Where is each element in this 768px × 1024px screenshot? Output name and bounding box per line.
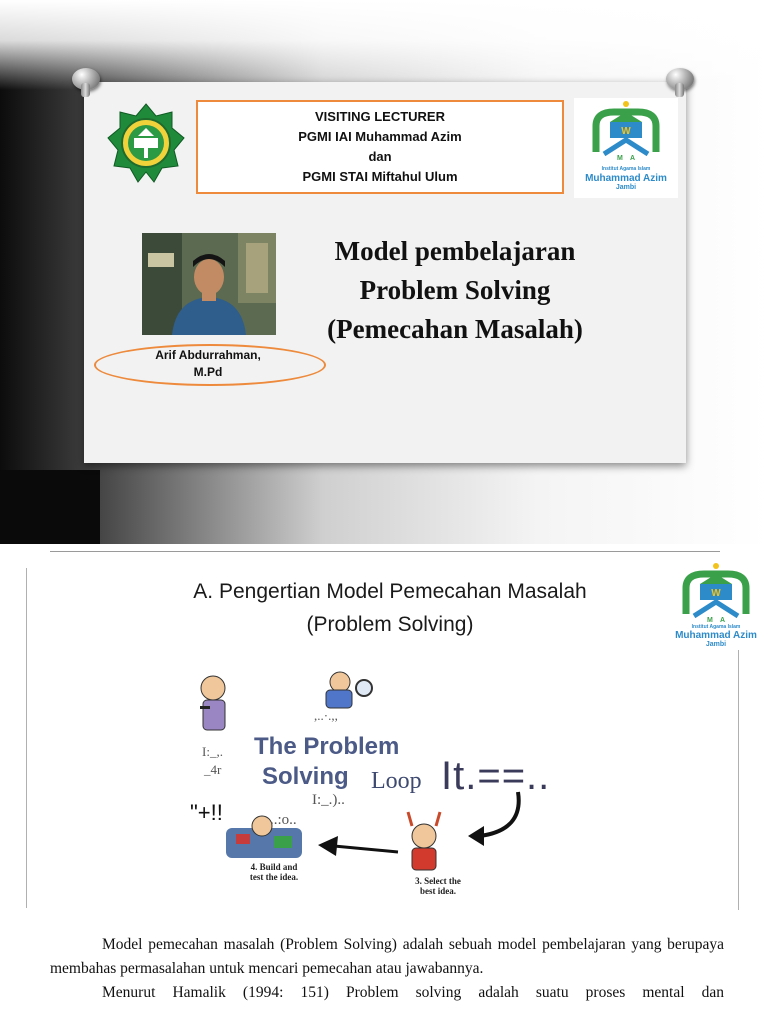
paragraph-1: Model pemecahan masalah (Problem Solving) adalah sebuah model pembelajaran yang berupaya membahas permasalahan untuk mencari pemecahan atau jawabannya. xyxy=(50,936,724,977)
section-title-line-1: A. Pengertian Model Pemecahan Masalah xyxy=(193,580,587,603)
logo-caption-city: Jambi xyxy=(615,184,637,191)
section-title-line-2: (Problem Solving) xyxy=(306,613,474,636)
thinking-person-icon xyxy=(200,676,225,730)
garbled-text: I:_,. xyxy=(202,744,223,759)
garbled-text: ..:o.. xyxy=(270,812,297,828)
box-line-2: PGMI IAI Muhammad Azim xyxy=(298,129,462,144)
author-line-2: M.Pd xyxy=(193,365,223,379)
step-4-line-2: test the idea. xyxy=(249,872,299,882)
box-line-4: PGMI STAI Miftahul Ulum xyxy=(302,169,458,184)
garbled-text: _4r xyxy=(204,762,222,777)
svg-text:A: A xyxy=(630,155,636,162)
body-text xyxy=(50,933,724,1005)
logo-caption-small: Institut Agama Islam xyxy=(691,624,741,630)
title-line-1: Model pembelajaran xyxy=(334,236,576,266)
logo-caption-name: Muhammad Azim xyxy=(675,630,757,641)
title-line-2: Problem Solving xyxy=(359,275,551,305)
step-3-line-1: 3. Select the xyxy=(415,876,461,886)
svg-text:A: A xyxy=(720,617,726,624)
step-4-label xyxy=(234,862,314,882)
step-4-line-1: 4. Build and xyxy=(250,862,298,872)
logo-caption-small: Institut Agama Islam xyxy=(601,166,651,172)
svg-text:M: M xyxy=(707,617,713,624)
step-3-line-2: best idea. xyxy=(420,886,456,896)
svg-text:M: M xyxy=(617,155,623,162)
box-line-3: dan xyxy=(368,149,392,164)
logo-caption-city: Jambi xyxy=(705,641,727,648)
step-3-label xyxy=(398,876,478,896)
garbled-text: It.==.. xyxy=(441,754,551,798)
loop-word: Loop xyxy=(371,768,422,794)
svg-text:W: W xyxy=(711,588,721,599)
garbled-text: I:_.).. xyxy=(312,792,345,808)
box-line-1: VISITING LECTURER xyxy=(314,109,445,124)
magnifying-person-icon xyxy=(326,672,372,708)
garbled-text: "+!! xyxy=(190,800,223,825)
loop-heading-line-2: Solving xyxy=(262,763,349,790)
svg-text:W: W xyxy=(621,126,631,137)
loop-heading-line-1: The Problem xyxy=(254,733,400,760)
author-line-1: Arif Abdurrahman, xyxy=(155,348,261,362)
paragraph-2: Menurut Hamalik (1994: 151) Problem solving adalah suatu proses mental dan xyxy=(102,984,724,1001)
title-line-3: (Pemecahan Masalah) xyxy=(327,314,583,344)
logo-caption-name: Muhammad Azim xyxy=(585,173,667,184)
garbled-text: ,..·.,, xyxy=(314,708,338,723)
